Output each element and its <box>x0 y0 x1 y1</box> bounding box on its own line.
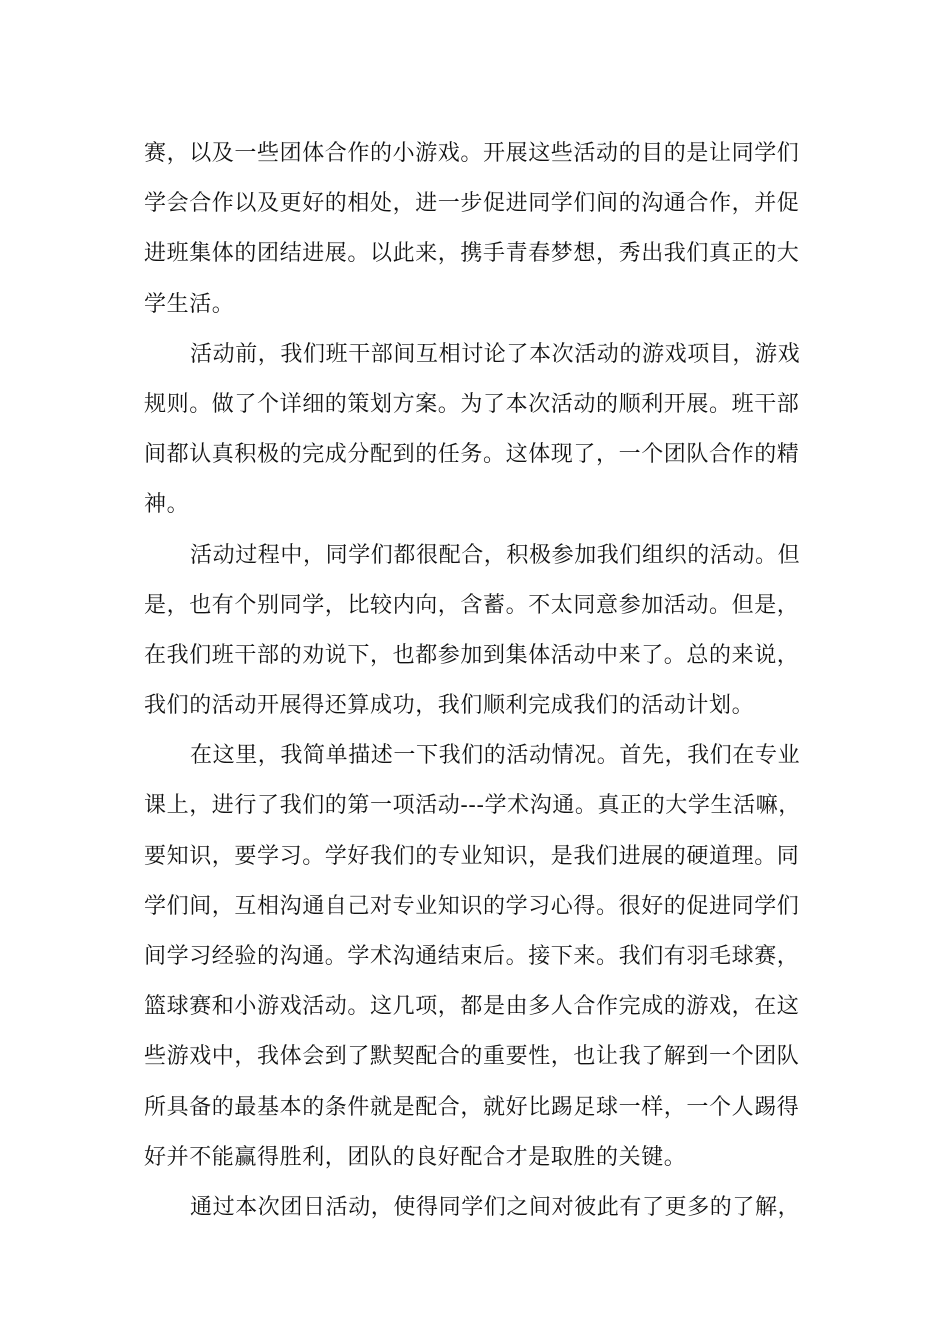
text-line: 间都认真积极的完成分配到的任务。这体现了，一个团队合作的精 <box>144 442 800 468</box>
paragraph-first-line: 通过本次团日活动，使得同学们之间对彼此有了更多的了解， <box>190 1194 801 1220</box>
text-line: 间学习经验的沟通。学术沟通结束后。接下来。我们有羽毛球赛， <box>144 944 800 969</box>
text-line: 些游戏中，我体会到了默契配合的重要性，也让我了解到一个团队 <box>144 1044 800 1070</box>
text-line: 在我们班干部的劝说下，也都参加到集体活动中来了。总的来说， <box>144 642 800 668</box>
text-line: 是，也有个别同学，比较内向，含蓄。不太同意参加活动。但是， <box>144 592 800 618</box>
body-text <box>144 129 809 1233</box>
text-line: 我们的活动开展得还算成功，我们顺利完成我们的活动计划。 <box>144 693 755 719</box>
text-line: 课上，进行了我们的第一项活动---学术沟通。真正的大学生活嘛， <box>144 793 801 819</box>
paragraph-first-line: 在这里，我简单描述一下我们的活动情况。首先，我们在专业 <box>190 743 801 769</box>
text-line: 神。 <box>144 492 190 518</box>
text-line: 赛，以及一些团体合作的小游戏。开展这些活动的目的是让同学们 <box>144 141 800 166</box>
text-line: 进班集体的团结进展。以此来，携手青春梦想，秀出我们真正的大 <box>144 241 800 267</box>
paragraph-first-line: 活动前，我们班干部间互相讨论了本次活动的游戏项目，游戏 <box>190 341 801 367</box>
paragraph-first-line: 活动过程中，同学们都很配合，积极参加我们组织的活动。但 <box>190 542 801 568</box>
text-line: 学会合作以及更好的相处，进一步促进同学们间的沟通合作，并促 <box>144 191 800 217</box>
text-line: 要知识，要学习。学好我们的专业知识，是我们进展的硬道理。同 <box>144 843 800 869</box>
text-line: 规则。做了个详细的策划方案。为了本次活动的顺利开展。班干部 <box>144 391 800 417</box>
text-line: 学们间，互相沟通自己对专业知识的学习心得。很好的促进同学们 <box>144 893 800 919</box>
text-line: 所具备的最基本的条件就是配合，就好比踢足球一样，一个人踢得 <box>144 1094 800 1120</box>
text-line: 好并不能赢得胜利，团队的良好配合才是取胜的关键。 <box>144 1144 687 1170</box>
text-line: 学生活。 <box>144 291 235 317</box>
text-line: 篮球赛和小游戏活动。这几项，都是由多人合作完成的游戏，在这 <box>144 994 800 1020</box>
